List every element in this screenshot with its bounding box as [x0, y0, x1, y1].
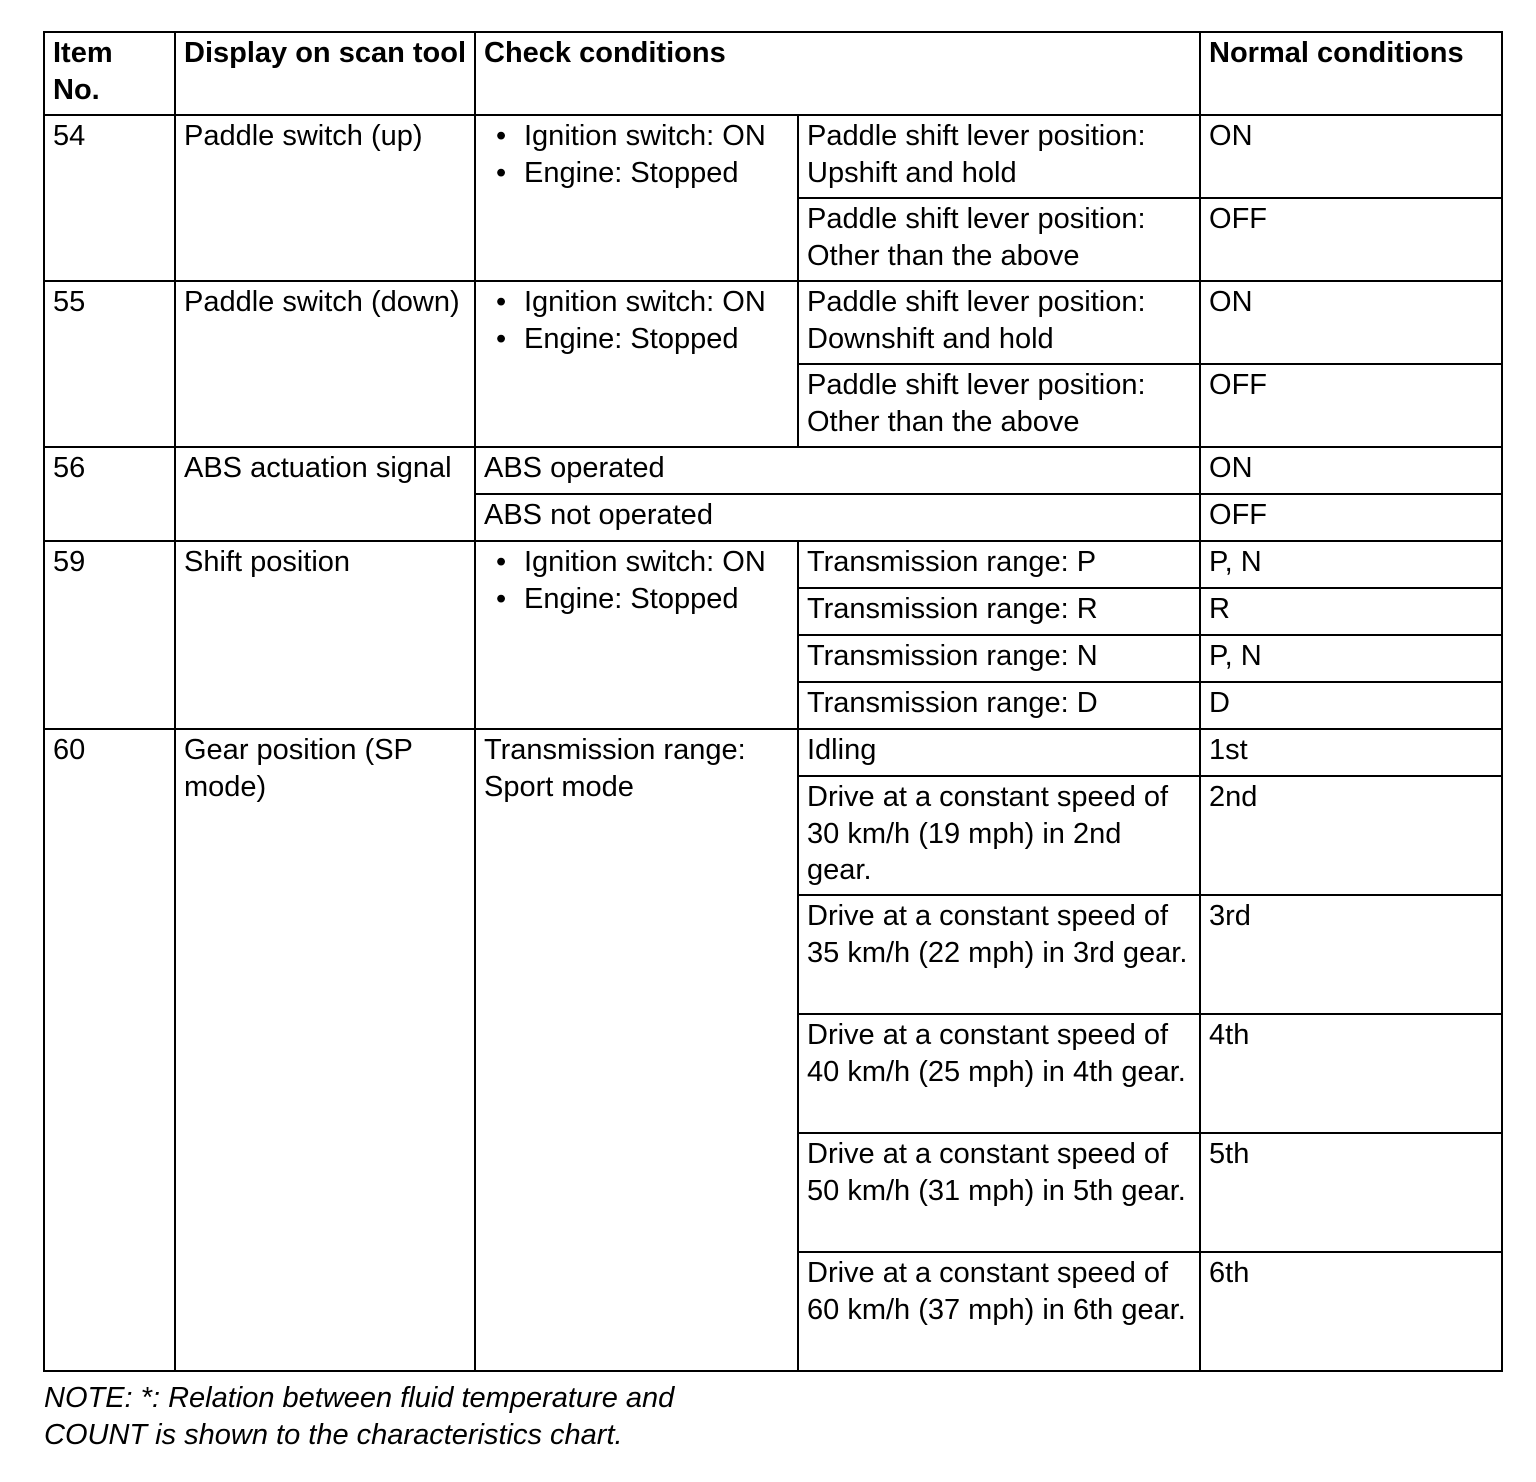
normal-condition: 3rd: [1200, 895, 1502, 1014]
item-number: 56: [44, 447, 175, 541]
check-item: • Ignition switch: ON: [496, 284, 789, 321]
check-conditions: [475, 541, 798, 729]
footnote: [44, 1380, 674, 1454]
sub-condition: Drive at a constant speed of 50 km/h (31 mph) in 5th gear.: [798, 1133, 1200, 1252]
check-conditions: [475, 281, 798, 447]
normal-condition: 2nd: [1200, 776, 1502, 895]
check-item: • Engine: Stopped: [496, 321, 789, 358]
normal-condition: ON: [1200, 281, 1502, 364]
display-name: Paddle switch (up): [175, 115, 475, 281]
sub-condition: Transmission range: D: [798, 682, 1200, 729]
header-check-conditions: Check conditions: [475, 32, 1200, 115]
table-row: [44, 281, 1502, 364]
sub-condition: Drive at a constant speed of 30 km/h (19 mph) in 2nd gear.: [798, 776, 1200, 895]
table-row: [44, 729, 1502, 776]
normal-condition: OFF: [1200, 198, 1502, 281]
sub-condition: Idling: [798, 729, 1200, 776]
item-number: 59: [44, 541, 175, 729]
sub-condition: Drive at a constant speed of 60 km/h (37 mph) in 6th gear.: [798, 1252, 1200, 1371]
sub-condition: Transmission range: N: [798, 635, 1200, 682]
footnote-line: NOTE: *: Relation between fluid temperature and: [44, 1382, 675, 1414]
normal-condition: ON: [1200, 115, 1502, 198]
item-number: 54: [44, 115, 175, 281]
sub-condition: Paddle shift lever position: Other than the above: [798, 364, 1200, 447]
normal-condition: 5th: [1200, 1133, 1502, 1252]
check-list: [484, 118, 789, 191]
normal-condition: P, N: [1200, 635, 1502, 682]
sub-condition: Paddle shift lever position: Downshift and hold: [798, 281, 1200, 364]
normal-condition: OFF: [1200, 364, 1502, 447]
header-display: Display on scan tool: [175, 32, 475, 115]
normal-condition: P, N: [1200, 541, 1502, 588]
normal-condition: R: [1200, 588, 1502, 635]
sub-condition: Drive at a constant speed of 35 km/h (22 mph) in 3rd gear.: [798, 895, 1200, 1014]
normal-condition: 6th: [1200, 1252, 1502, 1371]
sub-condition: ABS not operated: [475, 494, 1200, 541]
header-row: [44, 32, 1502, 115]
sub-condition: Drive at a constant speed of 40 km/h (25 mph) in 4th gear.: [798, 1014, 1200, 1133]
sub-condition: Paddle shift lever position: Upshift and hold: [798, 115, 1200, 198]
check-conditions: [475, 115, 798, 281]
table-row: [44, 447, 1502, 494]
header-normal-conditions: Normal conditions: [1200, 32, 1502, 115]
check-list: [484, 284, 789, 357]
header-item-no: Item No.: [44, 32, 175, 115]
check-item: • Engine: Stopped: [496, 155, 789, 192]
normal-condition: 1st: [1200, 729, 1502, 776]
display-name: ABS actuation signal: [175, 447, 475, 541]
normal-condition: OFF: [1200, 494, 1502, 541]
sub-condition: Transmission range: P: [798, 541, 1200, 588]
sub-condition: Transmission range: R: [798, 588, 1200, 635]
table-row: [44, 541, 1502, 588]
check-conditions: Transmission range: Sport mode: [475, 729, 798, 1371]
table-row: [44, 115, 1502, 198]
sub-condition: ABS operated: [475, 447, 1200, 494]
normal-condition: D: [1200, 682, 1502, 729]
check-item: • Engine: Stopped: [496, 581, 789, 618]
display-name: Paddle switch (down): [175, 281, 475, 447]
display-name: Shift position: [175, 541, 475, 729]
item-number: 60: [44, 729, 175, 1371]
normal-condition: 4th: [1200, 1014, 1502, 1133]
check-list: [484, 544, 789, 617]
sub-condition: Paddle shift lever position: Other than the above: [798, 198, 1200, 281]
scan-tool-data-table: [43, 31, 1503, 1372]
item-number: 55: [44, 281, 175, 447]
footnote-line: COUNT is shown to the characteristics chart.: [44, 1419, 623, 1451]
normal-condition: ON: [1200, 447, 1502, 494]
check-item: • Ignition switch: ON: [496, 544, 789, 581]
check-item: • Ignition switch: ON: [496, 118, 789, 155]
display-name: Gear position (SP mode): [175, 729, 475, 1371]
